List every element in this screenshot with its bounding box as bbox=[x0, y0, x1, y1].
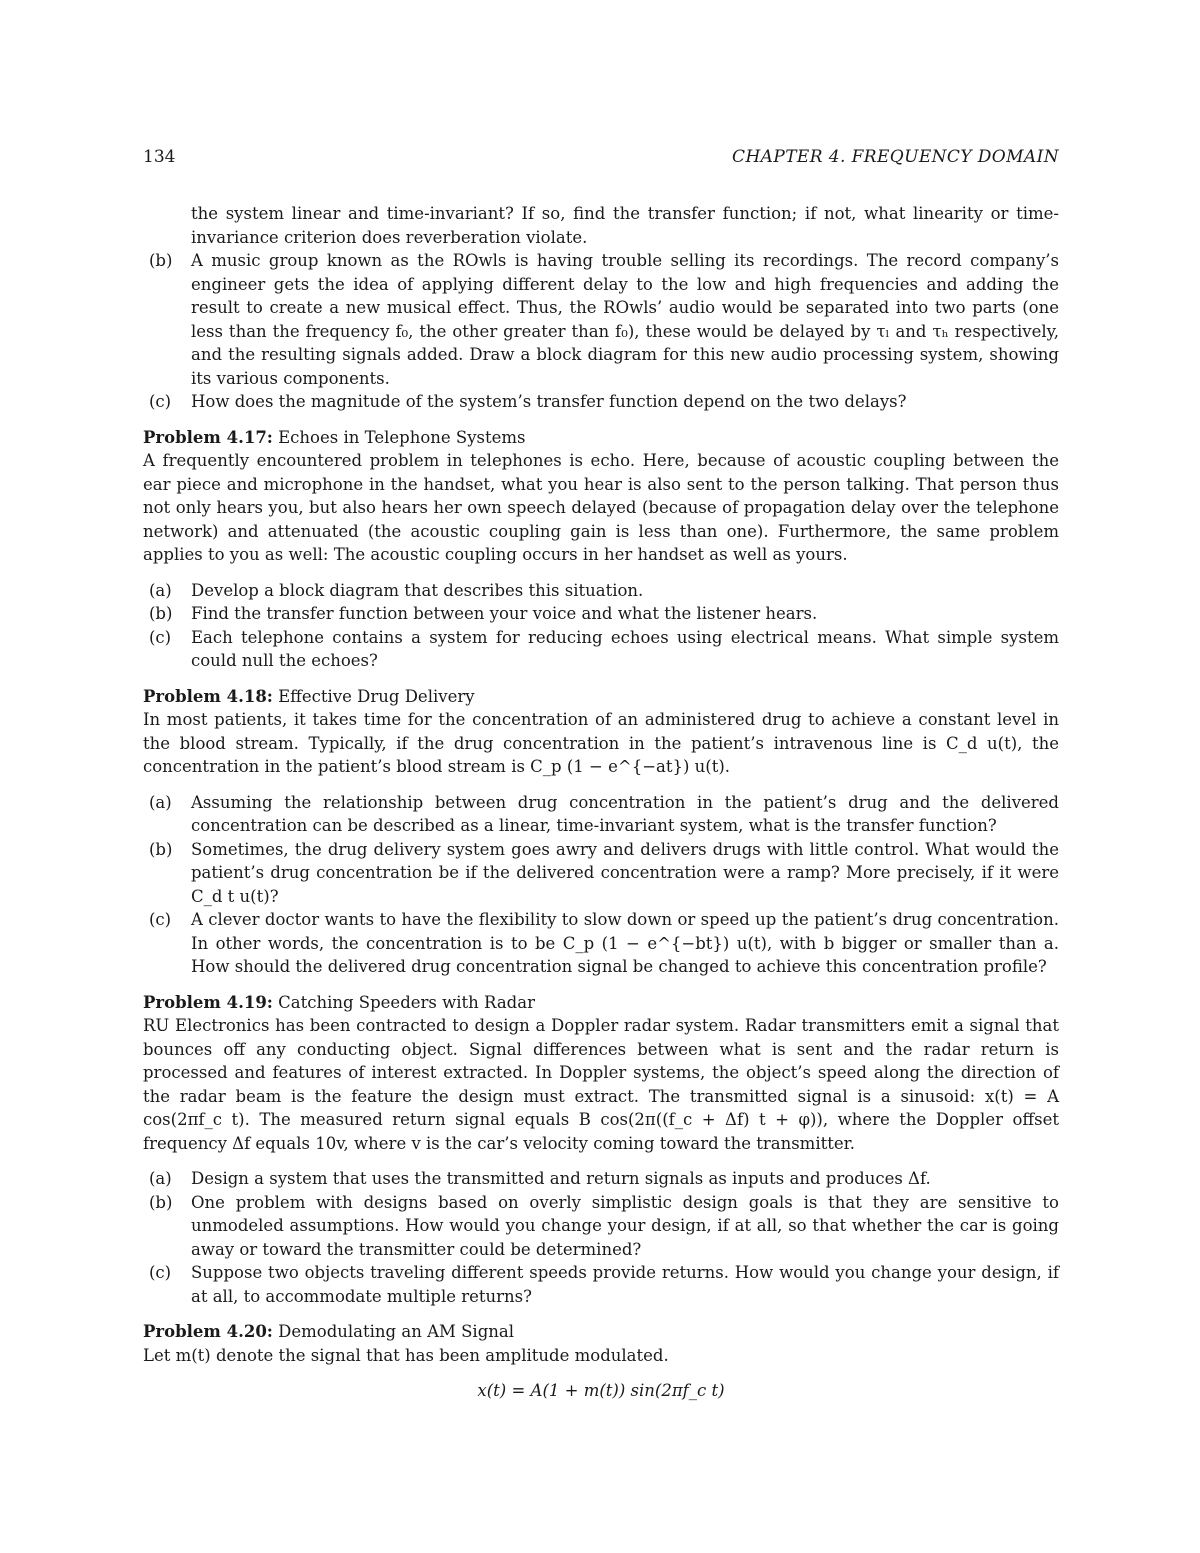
problem-section bbox=[143, 991, 1059, 1309]
sub-question bbox=[143, 1191, 1059, 1262]
problem-section bbox=[143, 1320, 1059, 1403]
problem-title: Demodulating an AM Signal bbox=[272, 1322, 515, 1341]
sub-question-label: (a) bbox=[149, 792, 172, 812]
problem-heading bbox=[143, 991, 1059, 1015]
sub-question-list bbox=[143, 1167, 1059, 1308]
sub-question bbox=[143, 390, 1059, 414]
problem-list bbox=[143, 426, 1059, 1403]
sub-question-text: Each telephone contains a system for reducing echoes using electrical means. What simple system could null the echoes? bbox=[191, 627, 1059, 670]
sub-question-text: Assuming the relationship between drug concentration in the patient’s drug and the delivered concentration can be described as a linear, time-invariant system, what is the transfer function? bbox=[191, 792, 1059, 835]
sub-question-label: (c) bbox=[149, 1263, 172, 1282]
sub-question-label: (c) bbox=[149, 627, 172, 647]
sub-question-label: (b) bbox=[149, 251, 173, 270]
page-number: 134 bbox=[143, 147, 176, 167]
page-header bbox=[143, 146, 1059, 172]
problem-number: Problem 4.18: bbox=[143, 686, 273, 706]
problem-section bbox=[143, 426, 1059, 673]
sub-question-label: (c) bbox=[149, 910, 172, 929]
item-a-continuation: the system linear and time-invariant? If so, find the transfer function; if not, what linearity or time-invariance criterion does reverberation violate. bbox=[191, 204, 1059, 247]
sub-question-label: (b) bbox=[149, 604, 173, 623]
sub-question-text: Suppose two objects traveling different speeds provide returns. How would you change your design, if at all, to accommodate multiple returns? bbox=[191, 1263, 1059, 1306]
problem-title: Echoes in Telephone Systems bbox=[272, 427, 526, 447]
sub-question-text: A clever doctor wants to have the flexibility to slow down or speed up the patient’s drug concentration. In other words, the concentration is to be C_p (1 − e^{−bt}) u(t), with b bigger or smaller than a. How should the delivered drug concentration signal be changed to achieve this concentration profile? bbox=[191, 910, 1059, 976]
sub-question bbox=[143, 626, 1059, 673]
sub-question-label: (a) bbox=[149, 1169, 172, 1188]
sub-question bbox=[143, 579, 1059, 603]
sub-question-label: (a) bbox=[149, 580, 172, 600]
sub-question-text: Find the transfer function between your voice and what the listener hears. bbox=[191, 604, 818, 623]
sub-question-label: (b) bbox=[149, 839, 173, 859]
document-page bbox=[143, 146, 1059, 1403]
sub-question-label: (b) bbox=[149, 1192, 173, 1212]
sub-question bbox=[143, 908, 1059, 979]
problem-heading bbox=[143, 1320, 1059, 1344]
problem-number: Problem 4.19: bbox=[143, 992, 273, 1012]
problem-intro: A frequently encountered problem in telephones is echo. Here, because of acoustic coupling between the ear piece and microphone in the handset, what you hear is also sent to the person talking. That person thus not only hears you, but also hears her own speech delayed (because of propagation delay over the telephone network) and attenuated (the acoustic coupling gain is less than one). Furthermore, the same problem applies to you as well: The acoustic coupling occurs in her handset as well as yours. bbox=[143, 451, 1059, 564]
problem-title: Catching Speeders with Radar bbox=[272, 992, 535, 1012]
sub-question-label: (c) bbox=[149, 392, 172, 411]
sub-question bbox=[143, 1167, 1059, 1191]
display-equation: x(t) = A(1 + m(t)) sin(2πf_c t) bbox=[477, 1381, 725, 1400]
sub-question bbox=[143, 838, 1059, 909]
sub-question-text: Develop a block diagram that describes this situation. bbox=[191, 580, 644, 600]
problem-heading bbox=[143, 685, 1059, 709]
sub-question-text: A music group known as the ROwls is having trouble selling its recordings. The record company’s engineer gets the idea of applying different delay to the low and high frequencies and adding the result to create a new musical effect. Thus, the ROwls’ audio would be separated into two parts (one less than the frequency f₀, the other greater than f₀), these would be delayed by τₗ and τₕ respectively, and the resulting signals added. Draw a block diagram for this new audio processing system, showing its various components. bbox=[191, 251, 1059, 388]
continued-problem bbox=[143, 202, 1059, 414]
problem-number: Problem 4.20: bbox=[143, 1322, 273, 1341]
problem-title: Effective Drug Delivery bbox=[272, 686, 475, 706]
sub-question bbox=[143, 602, 1059, 626]
problem-intro: Let m(t) denote the signal that has been amplitude modulated. bbox=[143, 1345, 669, 1365]
sub-question-list bbox=[143, 579, 1059, 673]
sub-question-text: One problem with designs based on overly simplistic design goals is that they are sensitive to unmodeled assumptions. How would you change your design, if at all, so that whether the car is going away or toward the transmitter could be determined? bbox=[191, 1192, 1059, 1259]
problem-intro: In most patients, it takes time for the concentration of an administered drug to achieve a constant level in the blood stream. Typically, if the drug concentration in the patient’s intravenous line is C_d u(t), the concentration in the patient’s blood stream is C_p (1 − e^{−at}) u(t). bbox=[143, 710, 1059, 776]
continued-items bbox=[143, 249, 1059, 414]
problem-number: Problem 4.17: bbox=[143, 427, 273, 447]
sub-question bbox=[143, 249, 1059, 390]
chapter-title: CHAPTER 4. FREQUENCY DOMAIN bbox=[732, 147, 1059, 167]
sub-question-text: Design a system that uses the transmitted and return signals as inputs and produces Δf. bbox=[191, 1169, 931, 1188]
sub-question-text: Sometimes, the drug delivery system goes awry and delivers drugs with little control. What would the patient’s drug concentration be if the delivered concentration were a ramp? More precisely, if it were C_d t u(t)? bbox=[191, 839, 1059, 906]
problem-intro: RU Electronics has been contracted to design a Doppler radar system. Radar transmitters emit a signal that bounces off any conducting object. Signal differences between what is sent and the radar return is processed and features of interest extracted. In Doppler systems, the object’s speed along the direction of the radar beam is the feature the design must extract. The transmitted signal is a sinusoid: x(t) = A cos(2πf_c t). The measured return signal equals B cos(2π((f_c + Δf) t + φ)), where the Doppler offset frequency Δf equals 10v, where v is the car’s velocity coming toward the transmitter. bbox=[143, 1016, 1059, 1153]
problem-heading bbox=[143, 426, 1059, 450]
sub-question-list bbox=[143, 791, 1059, 979]
sub-question-text: How does the magnitude of the system’s transfer function depend on the two delays? bbox=[191, 392, 907, 411]
problem-section bbox=[143, 685, 1059, 979]
sub-question bbox=[143, 791, 1059, 838]
sub-question bbox=[143, 1261, 1059, 1308]
